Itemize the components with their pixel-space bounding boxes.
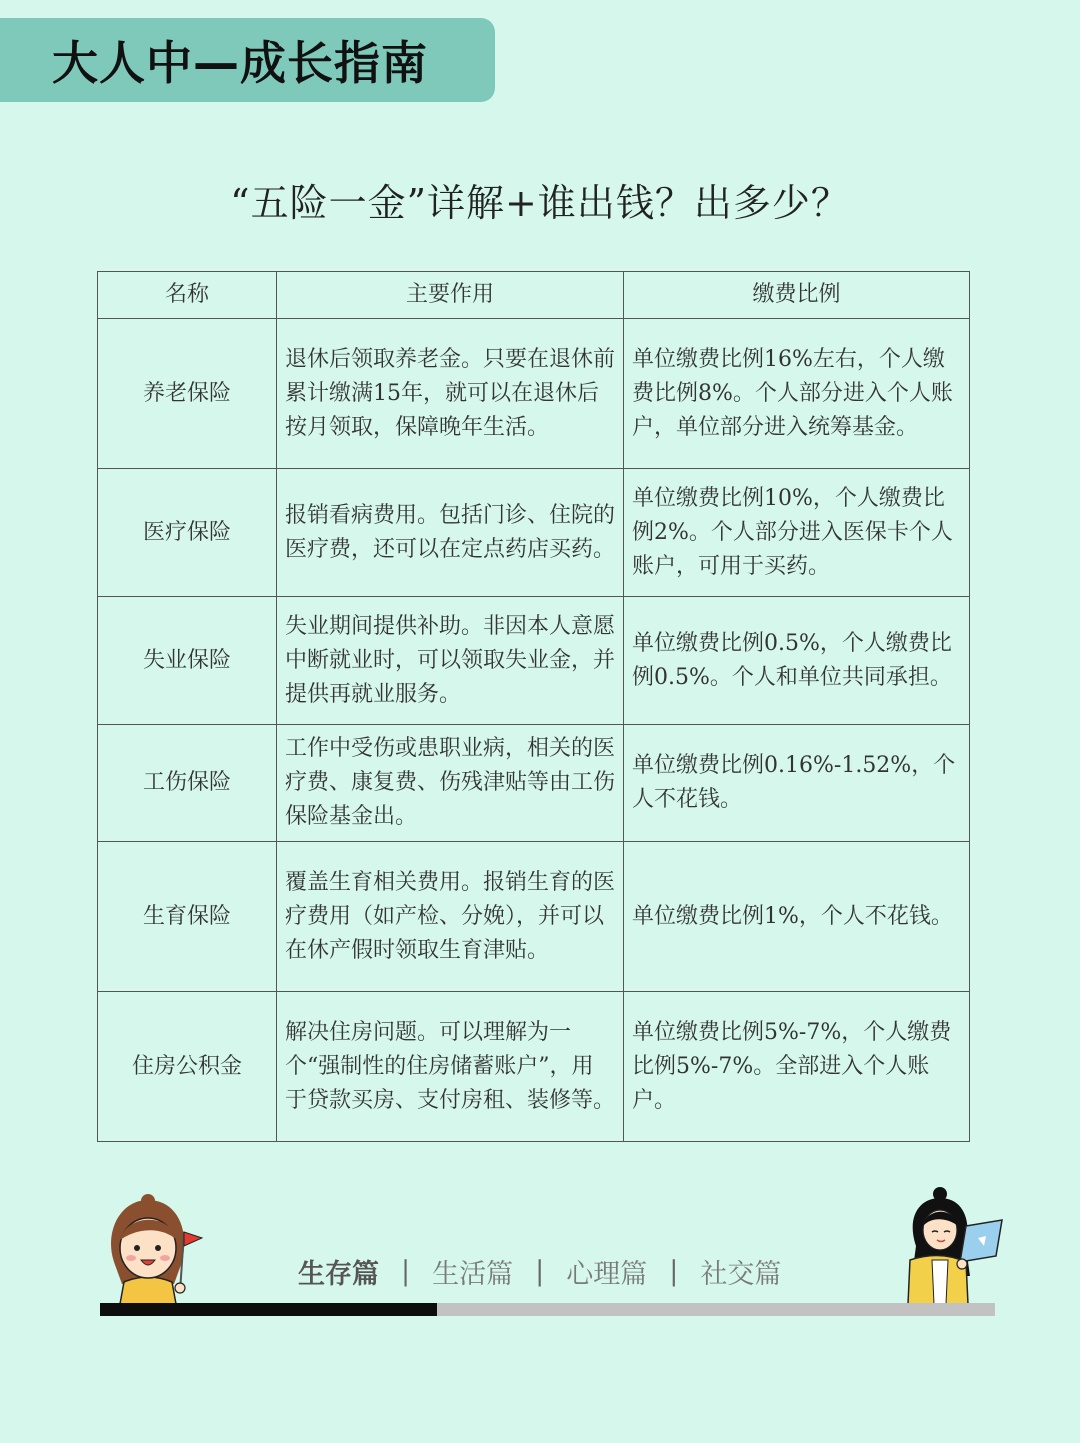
row-purpose: 工作中受伤或患职业病，相关的医疗费、康复费、伤残津贴等由工伤保险基金出。 bbox=[277, 725, 624, 842]
nav-separator: | bbox=[401, 1256, 411, 1287]
row-purpose: 报销看病费用。包括门诊、住院的医疗费，还可以在定点药店买药。 bbox=[277, 469, 624, 597]
row-name: 养老保险 bbox=[98, 319, 277, 469]
row-purpose: 覆盖生育相关费用。报销生育的医疗费用（如产检、分娩），并可以在休产假时领取生育津贴。 bbox=[277, 842, 624, 992]
footer-nav bbox=[298, 1252, 781, 1291]
row-name: 住房公积金 bbox=[98, 992, 277, 1142]
nav-separator: | bbox=[535, 1256, 545, 1287]
title-banner bbox=[0, 18, 495, 102]
row-rate: 单位缴费比例16%左右，个人缴费比例8%。个人部分进入个人账户，单位部分进入统筹基金。 bbox=[624, 319, 970, 469]
column-header-purpose: 主要作用 bbox=[277, 272, 624, 319]
column-header-rate: 缴费比例 bbox=[624, 272, 970, 319]
girl-with-flag-icon bbox=[100, 1192, 205, 1307]
tab-psychology[interactable]: 心理篇 bbox=[566, 1259, 648, 1290]
row-rate: 单位缴费比例1%，个人不花钱。 bbox=[624, 842, 970, 992]
row-rate: 单位缴费比例5%-7%，个人缴费比例5%-7%。全部进入个人账户。 bbox=[624, 992, 970, 1142]
table-header-row bbox=[98, 272, 970, 319]
insurance-table bbox=[97, 271, 970, 1142]
column-header-name: 名称 bbox=[98, 272, 277, 319]
row-name: 医疗保险 bbox=[98, 469, 277, 597]
table-row bbox=[98, 725, 970, 842]
row-name: 生育保险 bbox=[98, 842, 277, 992]
row-purpose: 失业期间提供补助。非因本人意愿中断就业时，可以领取失业金，并提供再就业服务。 bbox=[277, 597, 624, 725]
row-name: 失业保险 bbox=[98, 597, 277, 725]
row-purpose: 解决住房问题。可以理解为一个“强制性的住房储蓄账户”，用于贷款买房、支付房租、装修等。 bbox=[277, 992, 624, 1142]
row-rate: 单位缴费比例10%，个人缴费比例2%。个人部分进入医保卡个人账户，可用于买药。 bbox=[624, 469, 970, 597]
table-row bbox=[98, 319, 970, 469]
row-rate: 单位缴费比例0.5%，个人缴费比例0.5%。个人和单位共同承担。 bbox=[624, 597, 970, 725]
tab-social[interactable]: 社交篇 bbox=[700, 1259, 782, 1290]
table-row bbox=[98, 842, 970, 992]
tab-life[interactable]: 生活篇 bbox=[432, 1259, 514, 1290]
tab-survival[interactable]: 生存篇 bbox=[298, 1259, 379, 1290]
page-title: 大人中—成长指南 bbox=[52, 36, 428, 90]
page-subtitle: “五险一金”详解+谁出钱？出多少？ bbox=[230, 181, 850, 225]
row-name: 工伤保险 bbox=[98, 725, 277, 842]
table-row bbox=[98, 597, 970, 725]
table-row bbox=[98, 992, 970, 1142]
progress-fill bbox=[100, 1303, 437, 1316]
row-rate: 单位缴费比例0.16%-1.52%，个人不花钱。 bbox=[624, 725, 970, 842]
girl-with-laptop-icon bbox=[896, 1186, 1006, 1308]
table-row bbox=[98, 469, 970, 597]
nav-separator: | bbox=[669, 1256, 679, 1287]
row-purpose: 退休后领取养老金。只要在退休前累计缴满15年，就可以在退休后按月领取，保障晚年生活。 bbox=[277, 319, 624, 469]
progress-track bbox=[100, 1303, 995, 1316]
